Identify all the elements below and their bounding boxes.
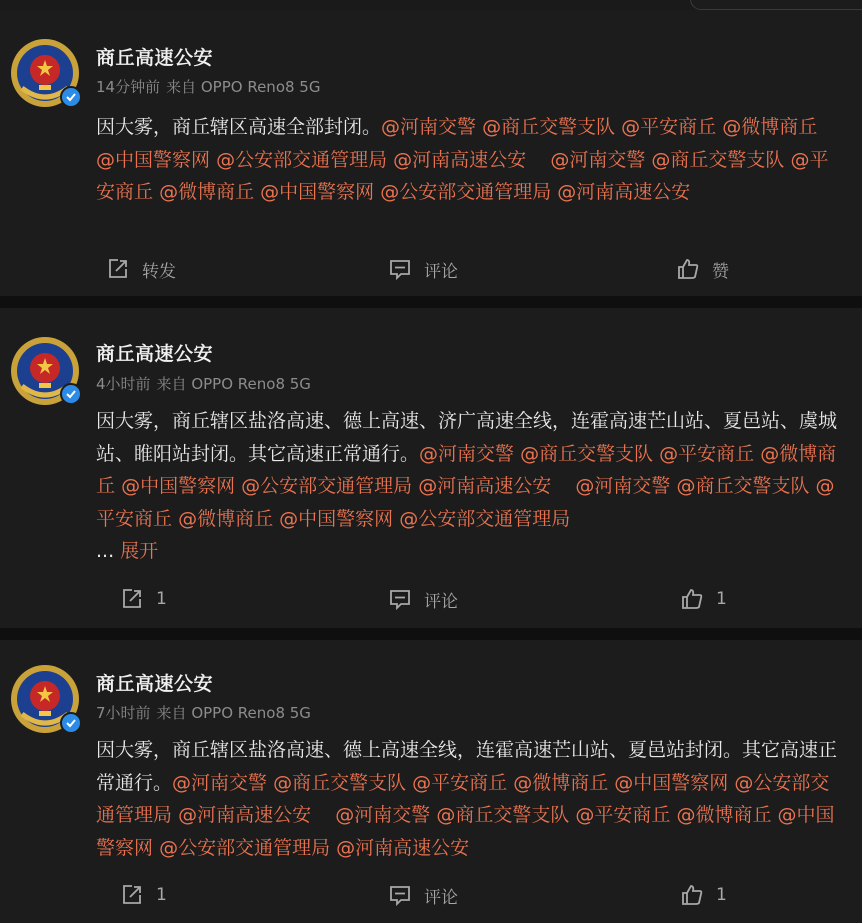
- mention-link[interactable]: @河南交警: [172, 771, 268, 794]
- top-bar: [0, 0, 862, 10]
- mention-link[interactable]: @公安部交通管理局: [216, 148, 388, 171]
- verified-badge-icon: [60, 383, 82, 405]
- ellipsis: ...: [96, 540, 115, 562]
- mention-link[interactable]: @公安部交通管理局: [159, 836, 331, 859]
- mention-link[interactable]: @微博商丘: [178, 507, 274, 530]
- mention-link[interactable]: @微博商丘: [159, 181, 255, 203]
- weibo-post-card: [0, 640, 862, 923]
- post-text: [96, 734, 838, 864]
- comment-button[interactable]: [388, 584, 458, 614]
- mention-link[interactable]: @中国警察网: [96, 148, 211, 171]
- like-button[interactable]: [680, 584, 727, 614]
- mention-link[interactable]: @公安部交通管理局: [380, 181, 552, 203]
- mention-link[interactable]: @微博商丘: [722, 116, 818, 138]
- repost-icon: [120, 587, 144, 611]
- post-text-segment: [817, 116, 823, 138]
- mention-link[interactable]: @公安部交通管理局: [241, 475, 413, 497]
- repost-button[interactable]: [120, 880, 167, 910]
- repost-icon: [120, 883, 144, 907]
- comment-icon: [388, 587, 412, 611]
- mention-link[interactable]: @微博商丘: [676, 804, 772, 826]
- mention-link[interactable]: @平安商丘: [621, 116, 717, 138]
- mention-link[interactable]: @平安商丘: [575, 804, 671, 826]
- mention-link[interactable]: @河南高速公安: [418, 475, 552, 497]
- post-text: [96, 405, 838, 568]
- mention-link[interactable]: @商丘交警支队: [676, 475, 810, 497]
- mention-link[interactable]: @商丘交警支队: [520, 442, 654, 465]
- post-text-segment: [526, 149, 550, 171]
- mention-link[interactable]: @河南交警: [550, 148, 646, 171]
- post-time: 14分钟前: [96, 78, 161, 96]
- post-actions: [0, 584, 862, 614]
- repost-count: 1: [156, 589, 167, 609]
- mention-link[interactable]: @商丘交警支队: [273, 771, 407, 794]
- mention-link[interactable]: @中国警察网: [614, 771, 729, 794]
- mention-link[interactable]: @中国警察网: [279, 507, 394, 530]
- comment-label: 评论: [424, 261, 458, 282]
- post-text-segment: 因大雾，商丘辖区盐洛高速、德上高速全线，连霍高速芒山站、夏邑站封闭。其它高速正常通行。: [96, 739, 838, 794]
- post-actions: [0, 880, 862, 910]
- like-button[interactable]: [680, 880, 727, 910]
- like-icon: [680, 883, 704, 907]
- repost-button[interactable]: [120, 584, 167, 614]
- like-icon: [680, 587, 704, 611]
- comment-label: 评论: [424, 591, 458, 612]
- mention-link[interactable]: @河南交警: [575, 475, 671, 497]
- post-source: 来自 OPPO Reno8 5G: [166, 78, 321, 96]
- comment-icon: [388, 883, 412, 907]
- comment-button[interactable]: [388, 254, 458, 284]
- repost-button[interactable]: [106, 254, 176, 284]
- repost-label: 转发: [142, 261, 176, 282]
- post-text-segment: [311, 804, 335, 826]
- author-name[interactable]: 商丘高速公安: [96, 47, 214, 69]
- mention-link[interactable]: @河南高速公安: [178, 804, 312, 826]
- comment-icon: [388, 257, 412, 281]
- post-actions: [0, 254, 862, 284]
- mention-link[interactable]: @河南高速公安: [557, 181, 691, 203]
- post-text-segment: 因大雾，商丘辖区高速全部封闭。: [96, 116, 382, 138]
- mention-link[interactable]: @河南高速公安: [336, 836, 470, 859]
- mention-link[interactable]: @公安部交通管理局: [96, 771, 830, 826]
- post-time: 7小时前: [96, 704, 151, 722]
- like-label: 赞: [712, 261, 729, 282]
- comment-label: 评论: [424, 887, 458, 908]
- like-icon: [676, 257, 700, 281]
- post-source: 来自 OPPO Reno8 5G: [156, 704, 311, 722]
- mention-link[interactable]: @河南交警: [419, 442, 515, 465]
- mention-link[interactable]: @河南交警: [381, 116, 477, 138]
- mention-link[interactable]: @中国警察网: [96, 804, 835, 859]
- mention-link[interactable]: @河南高速公安: [393, 148, 527, 171]
- post-text-segment: [551, 475, 575, 497]
- like-button[interactable]: [676, 254, 729, 284]
- weibo-post-card: [0, 10, 862, 296]
- post-meta: [96, 76, 326, 97]
- post-text-content: [96, 410, 837, 530]
- repost-icon: [106, 257, 130, 281]
- mention-link[interactable]: @商丘交警支队: [436, 804, 570, 826]
- search-pill[interactable]: [690, 0, 862, 10]
- verified-badge-icon: [60, 712, 82, 734]
- like-count: 1: [716, 885, 727, 905]
- mention-link[interactable]: @平安商丘: [96, 148, 829, 203]
- mention-link[interactable]: @河南交警: [335, 804, 431, 826]
- post-source: 来自 OPPO Reno8 5G: [156, 375, 311, 393]
- mention-link[interactable]: @平安商丘: [659, 442, 755, 465]
- expand-link[interactable]: 展开: [120, 540, 159, 562]
- mention-link[interactable]: @平安商丘: [96, 475, 835, 530]
- repost-count: 1: [156, 885, 167, 905]
- mention-link[interactable]: @中国警察网: [121, 475, 236, 497]
- mention-link[interactable]: @平安商丘: [412, 771, 508, 794]
- post-text-segment: 因大雾，商丘辖区盐洛高速、德上高速、济广高速全线，连霍高速芒山站、夏邑站、虞城站、睢阳站封闭。其它高速正常通行。: [96, 410, 838, 465]
- author-name[interactable]: 商丘高速公安: [96, 343, 214, 365]
- post-meta: [96, 373, 317, 394]
- mention-link[interactable]: @微博商丘: [513, 771, 609, 794]
- post-time: 4小时前: [96, 375, 151, 393]
- mention-link[interactable]: @公安部交通管理局: [399, 507, 571, 530]
- mention-link[interactable]: @商丘交警支队: [651, 148, 785, 171]
- post-text: [96, 111, 838, 209]
- mention-link[interactable]: @中国警察网: [260, 181, 375, 203]
- post-meta: [96, 702, 317, 723]
- author-name[interactable]: 商丘高速公安: [96, 673, 214, 695]
- like-count: 1: [716, 589, 727, 609]
- comment-button[interactable]: [388, 880, 458, 910]
- mention-link[interactable]: @商丘交警支队: [482, 116, 616, 138]
- mention-link[interactable]: @微博商丘: [96, 442, 837, 497]
- weibo-post-card: [0, 308, 862, 628]
- verified-badge-icon: [60, 86, 82, 108]
